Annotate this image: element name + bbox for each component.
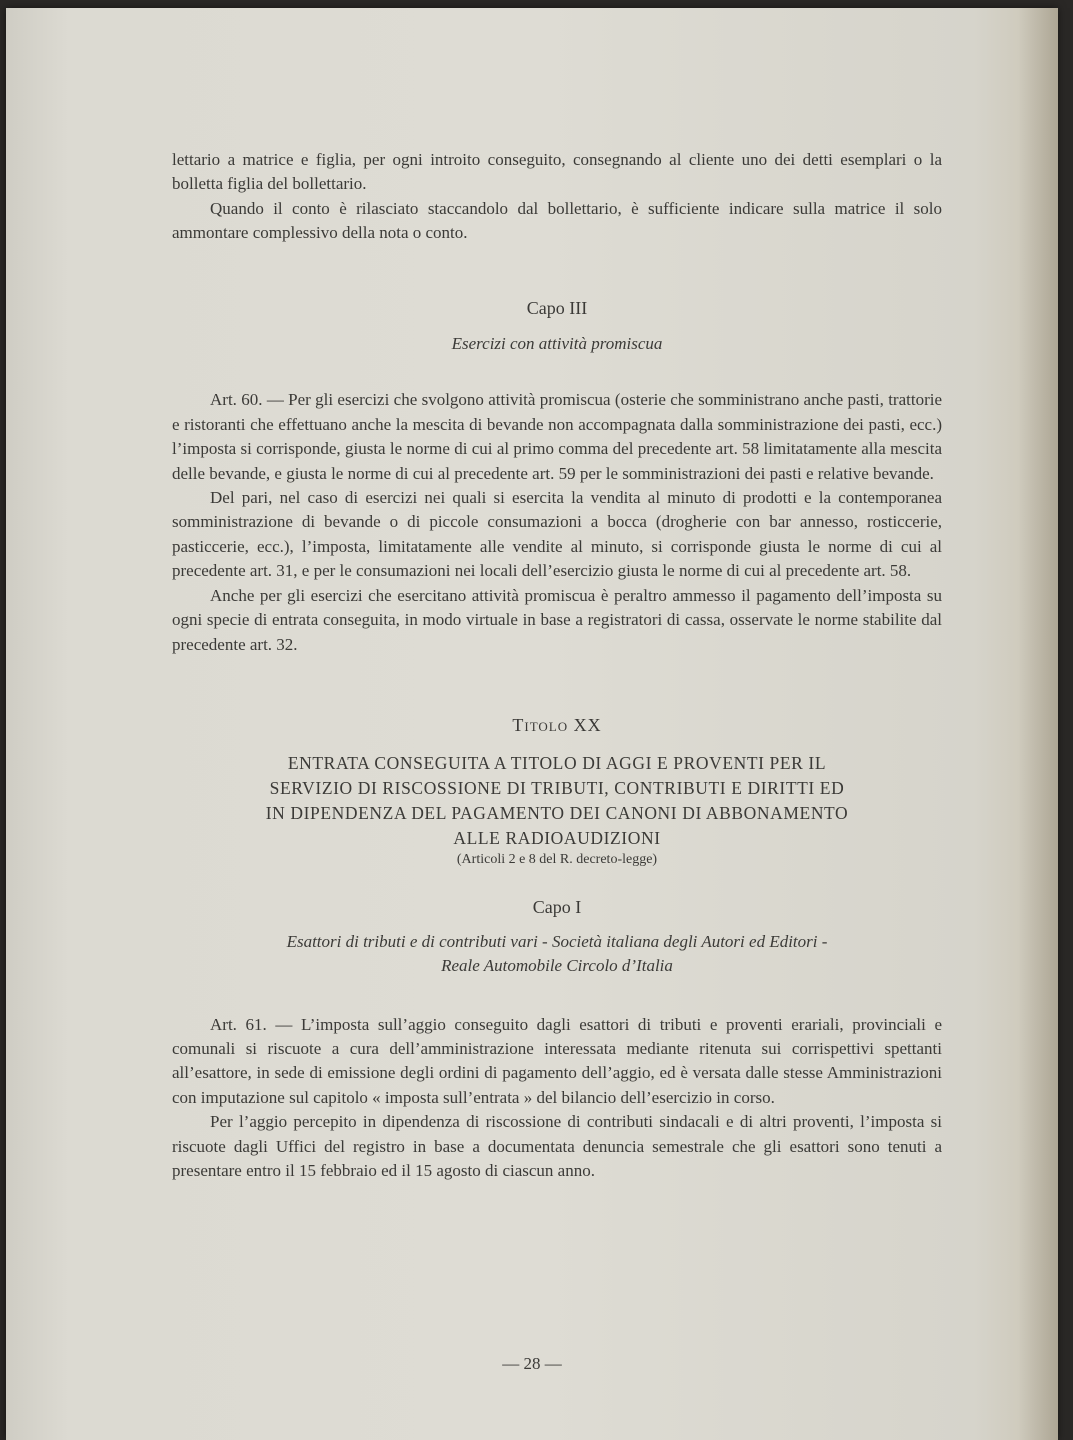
titolo-reference: (Articoli 2 e 8 del R. decreto-legge)	[456, 852, 658, 868]
art-60-paragraph: Del pari, nel caso di esercizi nei quali si esercita la vendita al minuto di prodotti e la contemporanea somministrazione di bevande o di piccole consumazioni a bocca (drogherie con bar annesso, rosticcerie, pasticcerie, ecc.), l’imposta, limitatamente alle vendite al minuto, si corrisponde giusta le norme di cui al precedente art. 31, e per le consumazioni nei locali dell’esercizio giusta le norme di cui al precedente art. 58.	[172, 488, 942, 581]
titolo-line: ALLE RADIOAUDIZIONI	[453, 828, 661, 849]
capo-i-subtitle: Reale Automobile Circolo d’Italia	[441, 956, 673, 976]
titolo-line: IN DIPENDENZA DEL PAGAMENTO DEI CANONI DI ABBONAMENTO	[265, 803, 849, 824]
paragraph: lettario a matrice e figlia, per ogni introito conseguito, consegnando al cliente uno dei detti esemplari o la bolletta figlia del bollettario.	[172, 150, 942, 194]
book-page	[6, 8, 1058, 1440]
art-61-paragraph: Per l’aggio percepito in dipendenza di riscossione di contributi sindacali e di altri proventi, l’imposta si riscuote dagli Uffici del registro in base a documentata denuncia semestrale che gli esattori sono tenuti a presentare entro il 15 febbraio ed il 15 agosto di ciascun anno.	[172, 1112, 942, 1180]
art-60-paragraph: Art. 60. — Per gli esercizi che svolgono attività promiscua (osterie che somministrano anche pasti, trattorie e ristoranti che effettuano anche la mescita di bevande non accompagnata dalla somministrazione dei pasti, ecc.) l’imposta si corrisponde, giusta le norme di cui al primo comma del precedente art. 58 limitatamente alla mescita delle bevande, e giusta le norme di cui al precedente art. 59 per le somministrazioni dei pasti e relative bevande.	[172, 390, 942, 483]
paragraph: Quando il conto è rilasciato staccandolo dal bollettario, è sufficiente indicare sulla matrice il solo ammontare complessivo della nota o conto.	[172, 198, 942, 243]
page-content	[172, 148, 942, 1183]
page-number: — 28 —	[502, 1354, 562, 1373]
capo-iii-title: Capo III	[526, 297, 588, 318]
titolo-label: Titolo XX	[512, 714, 602, 735]
titolo-line: SERVIZIO DI RISCOSSIONE DI TRIBUTI, CONTRIBUTI E DIRITTI ED	[269, 778, 845, 799]
art-60-paragraph: Anche per gli esercizi che esercitano attività promiscua è peraltro ammesso il pagamento dell’imposta su ogni specie di entrata conseguita, in modo virtuale in base a registratori di cassa, osservate le norme stabilite dal precedente art. 32.	[172, 585, 942, 654]
art-61-paragraph: Art. 61. — L’imposta sull’aggio conseguito dagli esattori di tributi e proventi erariali, provinciali e comunali si riscuote a cura dell’amministrazione interessata mediante ritenuta sui corrispettivi spettanti all’esattore, in sede di emissione degli ordini di pagamento dell’aggio, ed è versata dalle stesse Amministrazioni con imputazione sul capitolo « imposta sull’entrata » del bilancio dell’esercizio in corso.	[172, 1014, 942, 1107]
page-spine-shadow	[1018, 8, 1058, 1440]
capo-i-title: Capo I	[532, 897, 582, 918]
capo-i-subtitle: Esattori di tributi e di contributi vari - Società italiana degli Autori ed Editori -	[286, 931, 828, 951]
capo-iii-subtitle: Esercizi con attività promiscua	[451, 334, 663, 354]
titolo-line: ENTRATA CONSEGUITA A TITOLO DI AGGI E PROVENTI PER IL	[287, 753, 827, 774]
